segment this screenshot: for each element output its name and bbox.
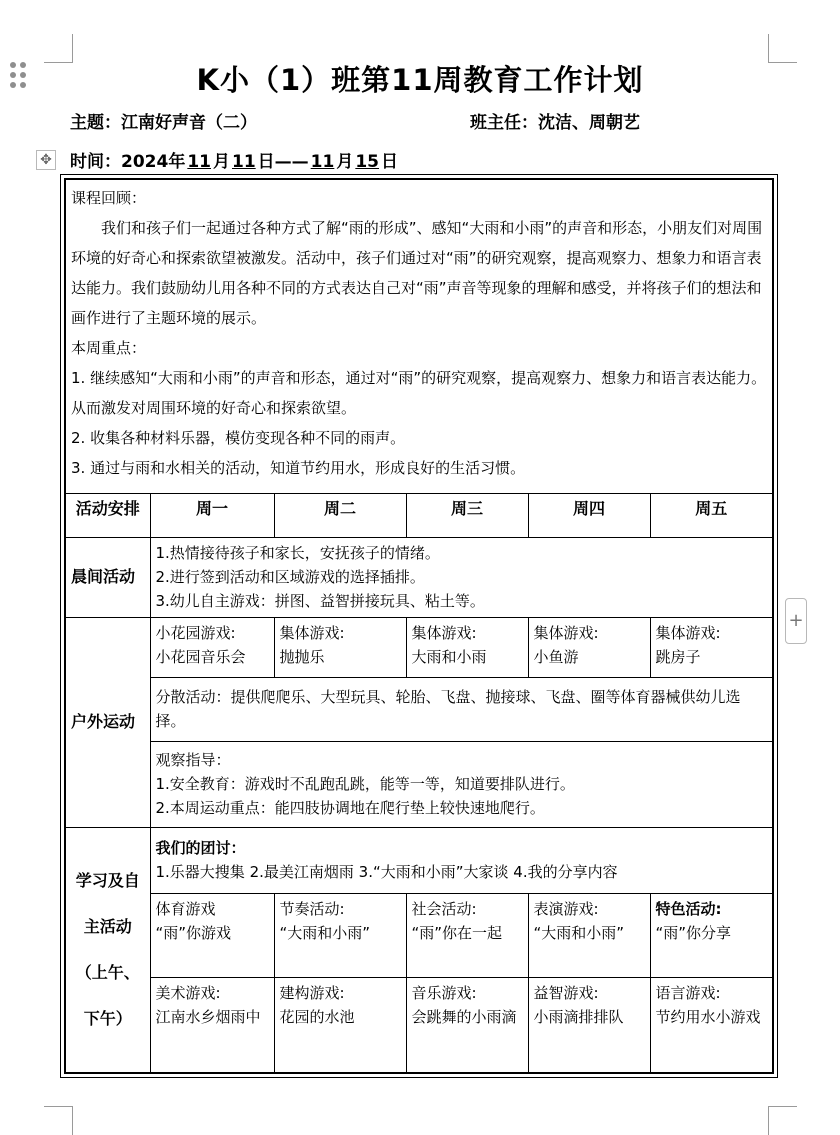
course-review-cell[interactable] [65,179,773,493]
study-label-line: 主活动 [83,916,132,936]
outdoor-game-cell-tue[interactable] [274,617,406,677]
game-type: 集体游戏: [533,623,599,642]
focus-heading: 本周重点： [71,339,147,357]
game-type: 集体游戏: [411,623,477,642]
teacher-line [470,108,640,133]
outdoor-game-cell-fri[interactable] [650,617,773,677]
activity-type: 社会活动: [411,899,477,918]
time-end-day-char: 日 [381,152,399,172]
activity-type: 特色活动: [655,899,722,918]
day-header-fri: 周五 [650,493,773,537]
study-cell-tue-2[interactable] [274,977,406,1073]
study-cell-mon-2[interactable] [150,977,274,1073]
outdoor-game-cell-wed[interactable] [406,617,528,677]
game-name: 跳房子 [655,647,701,666]
morning-item: 1.热情接待孩子和家长，安抚孩子的情绪。 [155,543,440,562]
time-year: 2024 [121,152,169,172]
outdoor-observation-row [65,741,773,827]
teacher-label: 班主任： [470,113,538,133]
teacher-value: 沈洁、周朝艺 [538,113,640,133]
observation-heading: 观察指导： [155,751,231,769]
morning-item: 3.幼儿自主游戏：拼图、益智拼接玩具、粘土等。 [155,591,485,610]
table-move-handle-icon[interactable]: ✥ [36,150,56,170]
schedule-header-row [65,493,773,537]
study-cell-wed-2[interactable] [406,977,528,1073]
game-name: 抛抛乐 [279,647,325,666]
activity-name: 节约用水小游戏 [655,1007,761,1026]
activity-name: “雨”你在一起 [411,923,503,942]
study-label [65,827,150,1073]
crop-mark-bottom-left [44,1106,73,1135]
free-activity-cell[interactable]: 分散活动：提供爬爬乐、大型玩具、轮胎、飞盘、抛接球、飞盘、圈等体育器械供幼儿选择。 [150,677,773,741]
game-type: 小花园游戏: [155,623,236,642]
outdoor-free-row [65,677,773,741]
day-header-tue: 周二 [274,493,406,537]
outdoor-label: 户外运动 [65,617,150,827]
activity-name: 江南水乡烟雨中 [155,1007,261,1026]
discussion-cell[interactable] [150,827,773,893]
morning-row [65,537,773,617]
focus-item: 3. 通过与雨和水相关的活动，知道节约用水，形成良好的生活习惯。 [71,459,526,477]
study-discussion-row [65,827,773,893]
observation-item: 1.安全教育：游戏时不乱跑乱跳，能等一等，知道要排队进行。 [155,775,575,793]
activity-type: 表演游戏: [533,899,599,918]
crop-mark-bottom-right [768,1106,797,1135]
study-cell-tue-1[interactable] [274,893,406,977]
activity-type: 建构游戏: [279,983,345,1002]
activity-type: 体育游戏 [155,899,216,918]
activity-name: “雨”你分享 [655,923,732,942]
outdoor-games-row [65,617,773,677]
time-start-day: 11 [232,152,256,172]
plan-table-frame [60,174,778,1078]
game-name: 大雨和小雨 [411,647,487,666]
theme-value: 江南好声音（二） [121,113,257,133]
time-end-month-char: 月 [336,152,354,172]
focus-item: 2. 收集各种材料乐器，模仿变现各种不同的雨声。 [71,429,406,447]
study-row-1 [65,893,773,977]
time-label: 时间： [70,152,121,172]
time-year-suffix: 年 [168,152,186,172]
block-drag-handle-icon[interactable] [10,62,30,92]
activity-name: “大雨和小雨” [279,923,371,942]
activity-type: 益智游戏: [533,983,599,1002]
activity-type: 节奏活动: [279,899,345,918]
discussion-items: 1.乐器大搜集 2.最美江南烟雨 3.“大雨和小雨”大家谈 4.我的分享内容 [155,863,618,881]
activity-name: 花园的水池 [279,1007,355,1026]
add-column-button[interactable]: + [785,598,807,644]
game-name: 小花园音乐会 [155,647,246,666]
activity-type: 语言游戏: [655,983,721,1002]
study-cell-thu-1[interactable] [528,893,650,977]
schedule-header-label: 活动安排 [65,493,150,537]
morning-label: 晨间活动 [65,537,150,617]
study-cell-fri-1[interactable] [650,893,773,977]
plan-table [64,178,774,1074]
study-label-line: 学习及自 [75,870,140,890]
outdoor-game-cell-mon[interactable] [150,617,274,677]
activity-name: 会跳舞的小雨滴 [411,1007,517,1026]
study-row-2 [65,977,773,1073]
study-cell-thu-2[interactable] [528,977,650,1073]
game-name: 小鱼游 [533,647,579,666]
study-label-line: （上午、 [75,962,140,982]
study-label-line: 下午） [83,1008,132,1028]
review-heading: 课程回顾： [71,189,147,207]
time-month-char: 月 [213,152,230,172]
study-cell-mon-1[interactable] [150,893,274,977]
day-header-wed: 周三 [406,493,528,537]
activity-type: 美术游戏: [155,983,221,1002]
page-title: K小（1）班第11周教育工作计划 [196,63,644,97]
time-line [70,147,398,172]
game-type: 集体游戏: [279,623,345,642]
time-day-dash: 日—— [257,152,309,172]
discussion-heading: 我们的团讨： [155,839,246,857]
focus-item: 1. 继续感知“大雨和小雨”的声音和形态，通过对“雨”的研究观察，提高观察力、想象力和语言表达能力。从而激发对周围环境的好奇心和探索欲望。 [71,369,767,417]
morning-activities-cell[interactable] [150,537,773,617]
activity-name: “大雨和小雨” [533,923,625,942]
time-start-month: 11 [187,152,211,172]
observation-cell[interactable] [150,741,773,827]
study-cell-wed-1[interactable] [406,893,528,977]
day-header-thu: 周四 [528,493,650,537]
activity-type: 音乐游戏: [411,983,477,1002]
outdoor-game-cell-thu[interactable] [528,617,650,677]
morning-item: 2.进行签到活动和区域游戏的选择插排。 [155,567,425,586]
activity-name: 小雨滴排排队 [533,1007,624,1026]
theme-label: 主题： [70,113,121,133]
activity-name: “雨”你游戏 [155,923,232,942]
theme-line [70,108,257,133]
observation-item: 2.本周运动重点：能四肢协调地在爬行垫上较快速地爬行。 [155,799,545,817]
study-cell-fri-2[interactable] [650,977,773,1073]
game-type: 集体游戏: [655,623,721,642]
review-paragraph: 我们和孩子们一起通过各种方式了解“雨的形成”、感知“大雨和小雨”的声音和形态，小朋友们对周围环境的好奇心和探索欲望被激发。活动中，孩子们通过对“雨”的研究观察，提高观察力、想象力和语言表达能力。我们鼓励幼儿用各种不同的方式表达自己对“雨”声音等现象的理解和感受，并将孩子们的想法和画作进行了主题环境的展示。 [71,219,763,327]
time-end-month: 11 [310,152,335,172]
time-end-day: 15 [355,152,380,172]
day-header-mon: 周一 [150,493,274,537]
